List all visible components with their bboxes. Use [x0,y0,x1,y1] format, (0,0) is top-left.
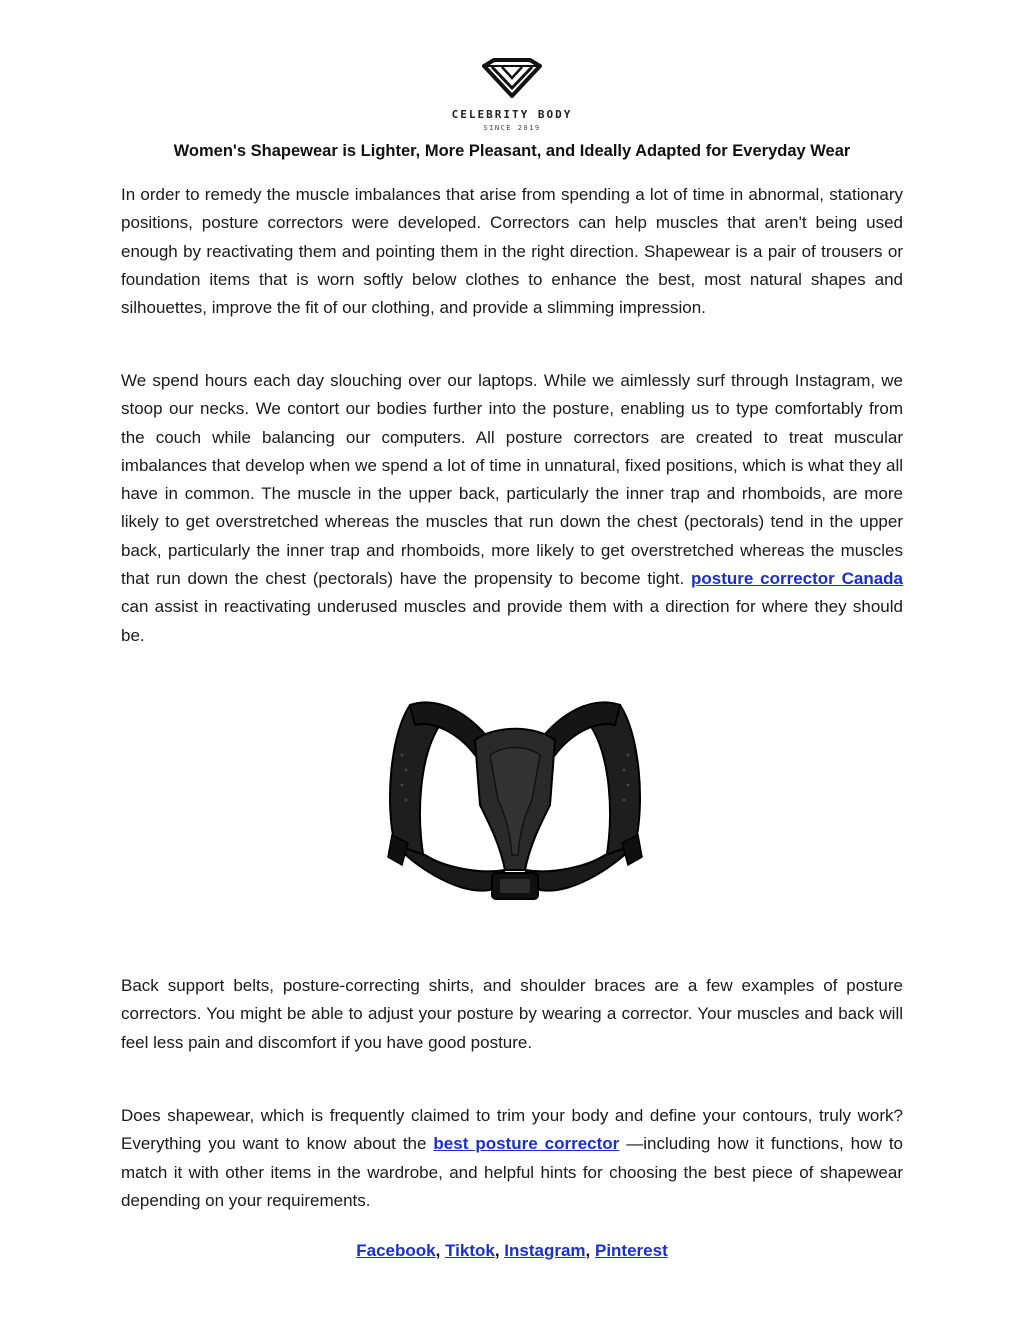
separator: , [494,1241,505,1260]
paragraph-slouching [121,367,903,650]
separator: , [435,1241,446,1260]
paragraph-text: We spend hours each day slouching over our laptops. While we aimlessly surf through Instagram, we stoop our necks. We contort our bodies further into the posture, enabling us to type comfortably from the couch while balancing our computers. All posture correctors are created to treat muscular imbalances that develop when we spend a lot of time in unnatural, fixed positions, which is what they all have in common. The muscle in the upper back, particularly the inner trap and rhomboids, are more likely to get overstretched whereas the muscles that run down the chest (pectorals) tend in the upper back, particularly the inner trap and rhomboids, more likely to get overstretched whereas the muscles that run down the chest (pectorals) have the propensity to become tight. [121,371,903,589]
diamond-logo-icon [482,58,542,98]
social-links [0,1241,1024,1261]
facebook-link[interactable]: Facebook [356,1241,436,1260]
instagram-link[interactable]: Instagram [504,1241,586,1260]
posture-corrector-canada-link[interactable]: posture corrector Canada [691,569,903,589]
product-image [380,695,650,935]
paragraph-intro: In order to remedy the muscle imbalances that arise from spending a lot of time in abnormal, stationary positions, posture correctors were developed. Correctors can help muscles that aren't being used enough by reactivating them and pointing them in the right direction. Shapewear is a pair of trousers or foundation items that is worn softly below clothes to enhance the best, most natural shapes and silhouettes, improve the fit of our clothing, and provide a slimming impression. [121,185,903,318]
best-posture-corrector-link[interactable]: best posture corrector [433,1134,620,1154]
paragraph-text: can assist in reactivating underused muscles and provide them with a direction for where they should be. [121,597,903,645]
pinterest-link[interactable]: Pinterest [594,1241,668,1260]
paragraph-text: —including how it functions, how to match it with other items in the wardrobe, and helpful hints for choosing the best piece of shapewear depending on your requirements. [121,1134,903,1210]
paragraph-text: Does shapewear, which is frequently claimed to trim your body and define your contours, truly work? Everything you want to know about the [121,1106,903,1154]
brand-name: CELEBRITY BODY [451,108,573,121]
posture-corrector-brace-icon [380,695,650,935]
paragraph-shapewear [121,1102,903,1215]
brand-since: SINCE 2019 [483,124,541,132]
brand-logo [0,58,1024,132]
paragraph-examples: Back support belts, posture-correcting shirts, and shoulder braces are a few examples of posture correctors. You might be able to adjust your posture by wearing a corrector. Your muscles and back will feel less pain and discomfort if you have good posture. [121,976,903,1052]
page-title: Women's Shapewear is Lighter, More Pleasant, and Ideally Adapted for Everyday Wear [173,142,851,160]
separator: , [585,1241,595,1260]
tiktok-link[interactable]: Tiktok [445,1241,495,1260]
